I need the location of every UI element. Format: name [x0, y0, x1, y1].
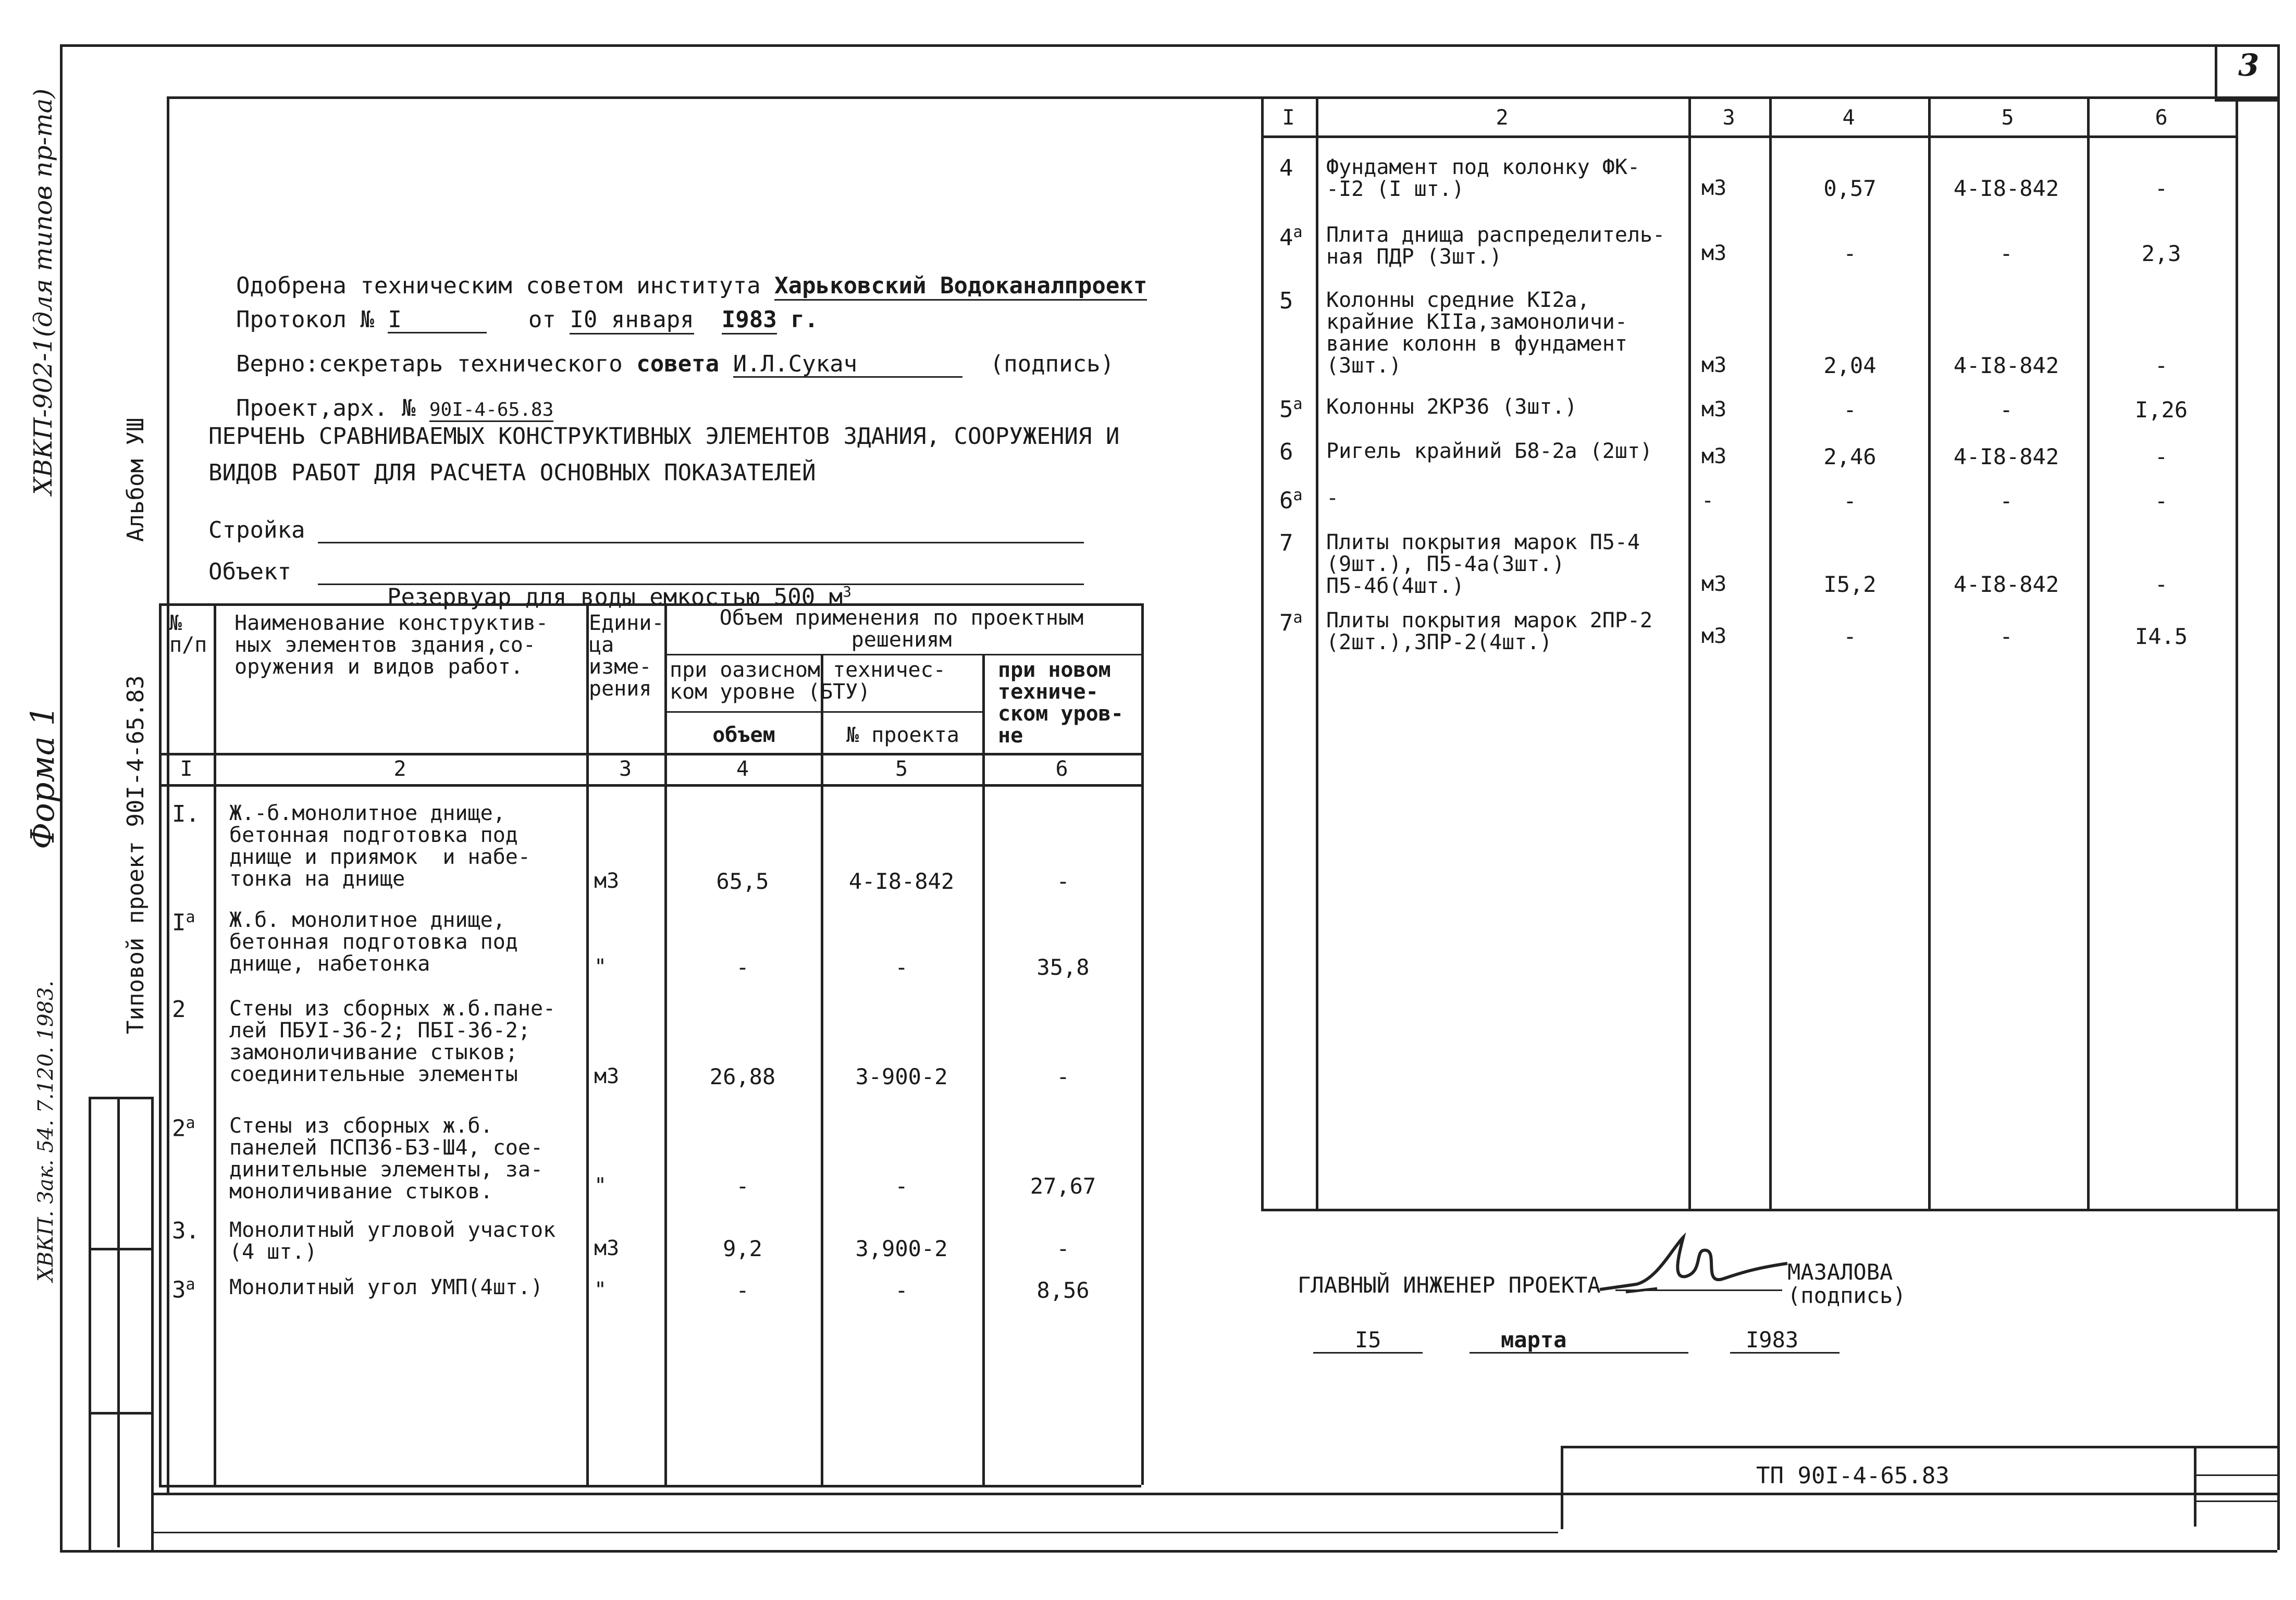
left-row-new-level: -	[1056, 1236, 1070, 1261]
right-row-number: 4$^a$	[1279, 223, 1303, 251]
rt-bottom	[1261, 1209, 2277, 1211]
rt-v1	[1316, 96, 1318, 1209]
title-block-rule-1	[2194, 1474, 2277, 1476]
side-stamp-strip	[89, 1097, 154, 1553]
left-row-new-level: 8,56	[1036, 1277, 1090, 1303]
left-row-name: Монолитный угловой участок (4 шт.)	[229, 1218, 556, 1264]
rt-v0	[1261, 96, 1264, 1209]
left-row-project: -	[895, 1277, 908, 1303]
title-block-code: ТП 90I-4-65.83	[1756, 1462, 1949, 1489]
protocol-line: Протокол № I от I0 января I983 г.	[208, 284, 818, 333]
right-row-number: 5	[1279, 288, 1293, 314]
right-row-unit: -	[1701, 489, 1714, 513]
lt-colnum-4: 4	[736, 757, 749, 781]
signature-line	[1615, 1289, 1782, 1291]
left-row-number: 3$^a$	[172, 1275, 195, 1304]
right-row-number: 6$^a$	[1279, 486, 1303, 514]
right-row-name: Колонны 2КР36 (3шт.)	[1326, 395, 1577, 419]
right-row-project: -	[1999, 488, 2013, 514]
rt-colnum-4: 4	[1842, 106, 1855, 130]
left-row-project: -	[895, 954, 908, 980]
stroika-underline	[318, 542, 1084, 543]
lt-bottom	[159, 1485, 1141, 1487]
margin-project: Типовой проект 90I-4-65.83	[122, 675, 149, 1034]
left-row-number: 2$^a$	[172, 1114, 195, 1142]
left-row-name: Ж.б. монолитное днище, бетонная подготовка под днище, набетонка	[229, 908, 518, 976]
chief-engineer-name: МАЗАЛОВА	[1787, 1259, 1893, 1285]
lt-num-bottom	[159, 784, 1141, 787]
title-block-rule-2	[2194, 1500, 2277, 1502]
left-row-name: Стены из сборных ж.б.пане- лей ПБУI-36-2; ПБI-36-2; замоноличивание стыков; соединительные элементы	[229, 997, 556, 1086]
margin-handwritten-top: ХВКП-902-1(для типов пр-та)	[29, 89, 58, 495]
chief-engineer-role: ГЛАВНЫЙ ИНЖЕНЕР ПРОЕКТА	[1298, 1272, 1601, 1298]
object-label: Объект	[208, 559, 291, 585]
lt-head-project: № проекта	[846, 723, 959, 747]
side-stamp-rule-1	[89, 1248, 151, 1250]
signature-caption: (подпись)	[1787, 1283, 1906, 1308]
side-stamp-divider	[117, 1097, 120, 1547]
signoff-day: I5	[1355, 1327, 1381, 1353]
signoff-year-line	[1730, 1352, 1840, 1354]
right-row-unit: м3	[1701, 241, 1727, 265]
right-row-name: Колонны средние КI2а, крайние КIIа,замоноличи- вание колонн в фундамент (3шт.)	[1326, 288, 1627, 378]
right-row-name: Плита днища распределитель- ная ПДР (3шт.)	[1326, 223, 1665, 269]
approved-line: Одобрена техническим советом института Харьковский Водоканалпроект	[208, 250, 1147, 298]
inner-top	[167, 96, 2277, 99]
right-row-name: Фундамент под колонку ФК- -I2 (I шт.)	[1326, 155, 1640, 201]
signoff-year: I983	[1746, 1327, 1799, 1353]
side-stamp-rule-2	[89, 1412, 151, 1415]
left-row-name: Стены из сборных ж.б. панелей ПСП36-Б3-Ш4, сое- динительные элементы, за- моноличивание стыков.	[229, 1114, 544, 1204]
left-row-project: 3-900-2	[855, 1064, 948, 1089]
left-row-volume: 9,2	[723, 1236, 762, 1261]
left-row-volume: 65,5	[716, 869, 769, 894]
stroika-label: Стройка	[208, 517, 305, 543]
protocol-year: I983	[722, 306, 777, 334]
verified-line: Верно:секретарь технического совета И.Л.Сукач (подпись)	[236, 351, 1115, 378]
lt-v0	[159, 603, 162, 1485]
lt-colnum-3: 3	[619, 757, 632, 781]
right-row-number: 5$^a$	[1279, 395, 1303, 423]
left-row-project: 4-I8-842	[848, 869, 955, 894]
lt-v6	[1141, 603, 1144, 1485]
protocol-number: I	[388, 308, 487, 333]
left-row-number: I.	[172, 801, 200, 827]
institute-name: Харьковский Водоканалпроект	[774, 272, 1147, 301]
right-row-name: Плиты покрытия марок 2ПР-2 (2шт.),3ПР-2(4шт.)	[1326, 609, 1653, 654]
object-value-wrap: Резервуар для воды емкостью 500 $м^3$	[387, 583, 852, 611]
left-row-project: 3,900-2	[855, 1236, 948, 1261]
lt-colnum-2: 2	[393, 757, 406, 781]
right-row-volume: -	[1843, 488, 1857, 514]
lt-subhead-rule	[664, 711, 982, 713]
left-row-unit: "	[594, 955, 607, 979]
right-row-new-level: I,26	[2134, 397, 2188, 423]
left-row-new-level: 27,67	[1030, 1173, 1096, 1199]
lt-v1	[214, 603, 216, 1485]
right-row-volume: -	[1843, 241, 1857, 266]
left-row-volume: -	[736, 1173, 749, 1199]
right-row-project: 4-I8-842	[1953, 353, 2059, 378]
right-row-volume: 0,57	[1823, 176, 1877, 201]
left-row-unit: "	[594, 1174, 607, 1198]
lt-group-rule	[664, 654, 1141, 655]
object-value: Резервуар для воды емкостью 500 м	[387, 584, 843, 611]
right-row-new-level: -	[2154, 488, 2168, 514]
rt-colnum-1: I	[1282, 106, 1295, 130]
document-title-line-2: ВИДОВ РАБОТ ДЛЯ РАСЧЕТА ОСНОВНЫХ ПОКАЗАТЕЛЕЙ	[208, 460, 816, 486]
right-row-new-level: -	[2154, 444, 2168, 469]
right-row-unit: м3	[1701, 444, 1727, 468]
rt-v2	[1688, 96, 1691, 1209]
lt-head-volume: объем	[712, 723, 775, 747]
inner-bottom-2	[151, 1532, 1558, 1533]
right-row-unit: м3	[1701, 176, 1727, 200]
rt-colnum-6: 6	[2155, 106, 2168, 130]
left-row-project: -	[895, 1173, 908, 1199]
left-row-number: 3.	[172, 1218, 200, 1244]
left-row-name: Монолитный угол УМП(4шт.)	[229, 1275, 544, 1299]
right-row-new-level: -	[2154, 572, 2168, 597]
left-row-volume: -	[736, 954, 749, 980]
right-row-volume: I5,2	[1823, 572, 1877, 597]
right-row-number: 6	[1279, 439, 1293, 465]
left-row-number: $I^a$	[172, 908, 195, 936]
right-row-new-level: -	[2154, 353, 2168, 378]
left-row-new-level: -	[1056, 1064, 1070, 1089]
margin-handwritten-bottom: ХВКП. Зак. 54. 7.120. 1983.	[34, 980, 58, 1282]
rt-colnum-2: 2	[1496, 106, 1509, 130]
inner-left	[167, 96, 169, 1493]
document-title-line-1: ПЕРЧЕНЬ СРАВНИВАЕМЫХ КОНСТРУКТИВНЫХ ЭЛЕМЕНТОВ ЗДАНИЯ, СООРУЖЕНИЯ И	[208, 423, 1120, 450]
signoff-month: марта	[1501, 1327, 1567, 1353]
right-row-volume: 2,04	[1823, 353, 1877, 378]
lt-v2	[586, 603, 589, 1485]
right-row-unit: м3	[1701, 398, 1727, 421]
lt-colnum-5: 5	[895, 757, 908, 781]
left-row-unit: м3	[594, 869, 620, 893]
protocol-date: I0 января	[570, 306, 694, 334]
right-row-name: Ригель крайний Б8-2а (2шт)	[1326, 439, 1653, 463]
right-row-new-level: I4.5	[2134, 624, 2188, 649]
right-row-project: -	[1999, 397, 2013, 423]
right-row-project: -	[1999, 241, 2013, 266]
project-number: 90I-4-65.83	[429, 399, 553, 422]
margin-album: Альбом УШ	[122, 417, 149, 542]
left-row-unit: м3	[594, 1064, 620, 1088]
left-row-name: Ж.-б.монолитное днище, бетонная подготовка под днище и приямок и набе- тонка на днище	[229, 801, 530, 891]
margin-form-label: Форма 1	[23, 705, 61, 849]
right-row-number: 7$^a$	[1279, 609, 1303, 637]
signature-scribble	[1595, 1227, 1793, 1305]
left-row-number: 2	[172, 996, 186, 1023]
lt-head-bottom	[159, 753, 1141, 755]
right-row-project: 4-I8-842	[1953, 176, 2059, 201]
right-row-unit: м3	[1701, 624, 1727, 648]
right-row-volume: 2,46	[1823, 444, 1877, 469]
frame-right	[2277, 44, 2280, 1550]
right-row-new-level: -	[2154, 176, 2168, 201]
lt-colnum-6: 6	[1055, 757, 1068, 781]
left-row-new-level: 35,8	[1036, 954, 1090, 980]
rt-colnum-5: 5	[2001, 106, 2014, 130]
right-row-project: 4-I8-842	[1953, 572, 2059, 597]
right-row-project: 4-I8-842	[1953, 444, 2059, 469]
title-block-divider	[2194, 1446, 2196, 1527]
right-row-number: 7	[1279, 530, 1293, 556]
project-number-line: Проект,арх. № 90I-4-65.83	[236, 395, 554, 422]
lt-head-group: Объем применения по проектным решениям	[719, 606, 1084, 652]
left-row-volume: 26,88	[709, 1064, 776, 1089]
object-underline	[318, 584, 1084, 585]
rt-v6	[2236, 96, 2238, 1209]
right-row-unit: м3	[1701, 353, 1727, 377]
right-row-name: -	[1326, 486, 1339, 510]
lt-colnum-1: I	[180, 757, 193, 781]
left-row-volume: -	[736, 1277, 749, 1303]
lt-head-sub-a: при оазисном техничес- ком уровне (БТУ)	[670, 658, 946, 704]
right-row-volume: -	[1843, 397, 1857, 423]
right-row-unit: м3	[1701, 572, 1727, 596]
right-row-new-level: 2,3	[2141, 241, 2181, 266]
right-row-number: 4	[1279, 155, 1293, 181]
page-number: 3	[2238, 47, 2260, 83]
frame-top	[60, 44, 2277, 47]
side-stamp-right	[151, 1097, 154, 1550]
left-row-unit: м3	[594, 1236, 620, 1260]
right-row-volume: -	[1843, 624, 1857, 649]
signoff-day-line	[1313, 1352, 1423, 1354]
lt-head-name: Наименование конструктив- ных элементов здания,со- оружения и видов работ.	[234, 611, 549, 679]
page-number-box	[2215, 44, 2280, 102]
rt-colnum-3: 3	[1722, 106, 1735, 130]
lt-head-unit: Едини- ца изме- рения	[589, 611, 664, 701]
signoff-month-line	[1470, 1352, 1688, 1354]
right-row-project: -	[1999, 624, 2013, 649]
lt-head-num: № п/п	[169, 611, 207, 657]
left-row-unit: "	[594, 1278, 607, 1302]
left-row-new-level: -	[1056, 869, 1070, 894]
frame-bottom	[60, 1550, 2277, 1553]
lt-head-new: при новом техниче- ском уров- не	[998, 658, 1124, 748]
right-row-name: Плиты покрытия марок П5-4 (9шт.), П5-4а(3шт.) П5-4б(4шт.)	[1326, 530, 1640, 598]
secretary-name: И.Л.Сукач	[733, 352, 962, 378]
